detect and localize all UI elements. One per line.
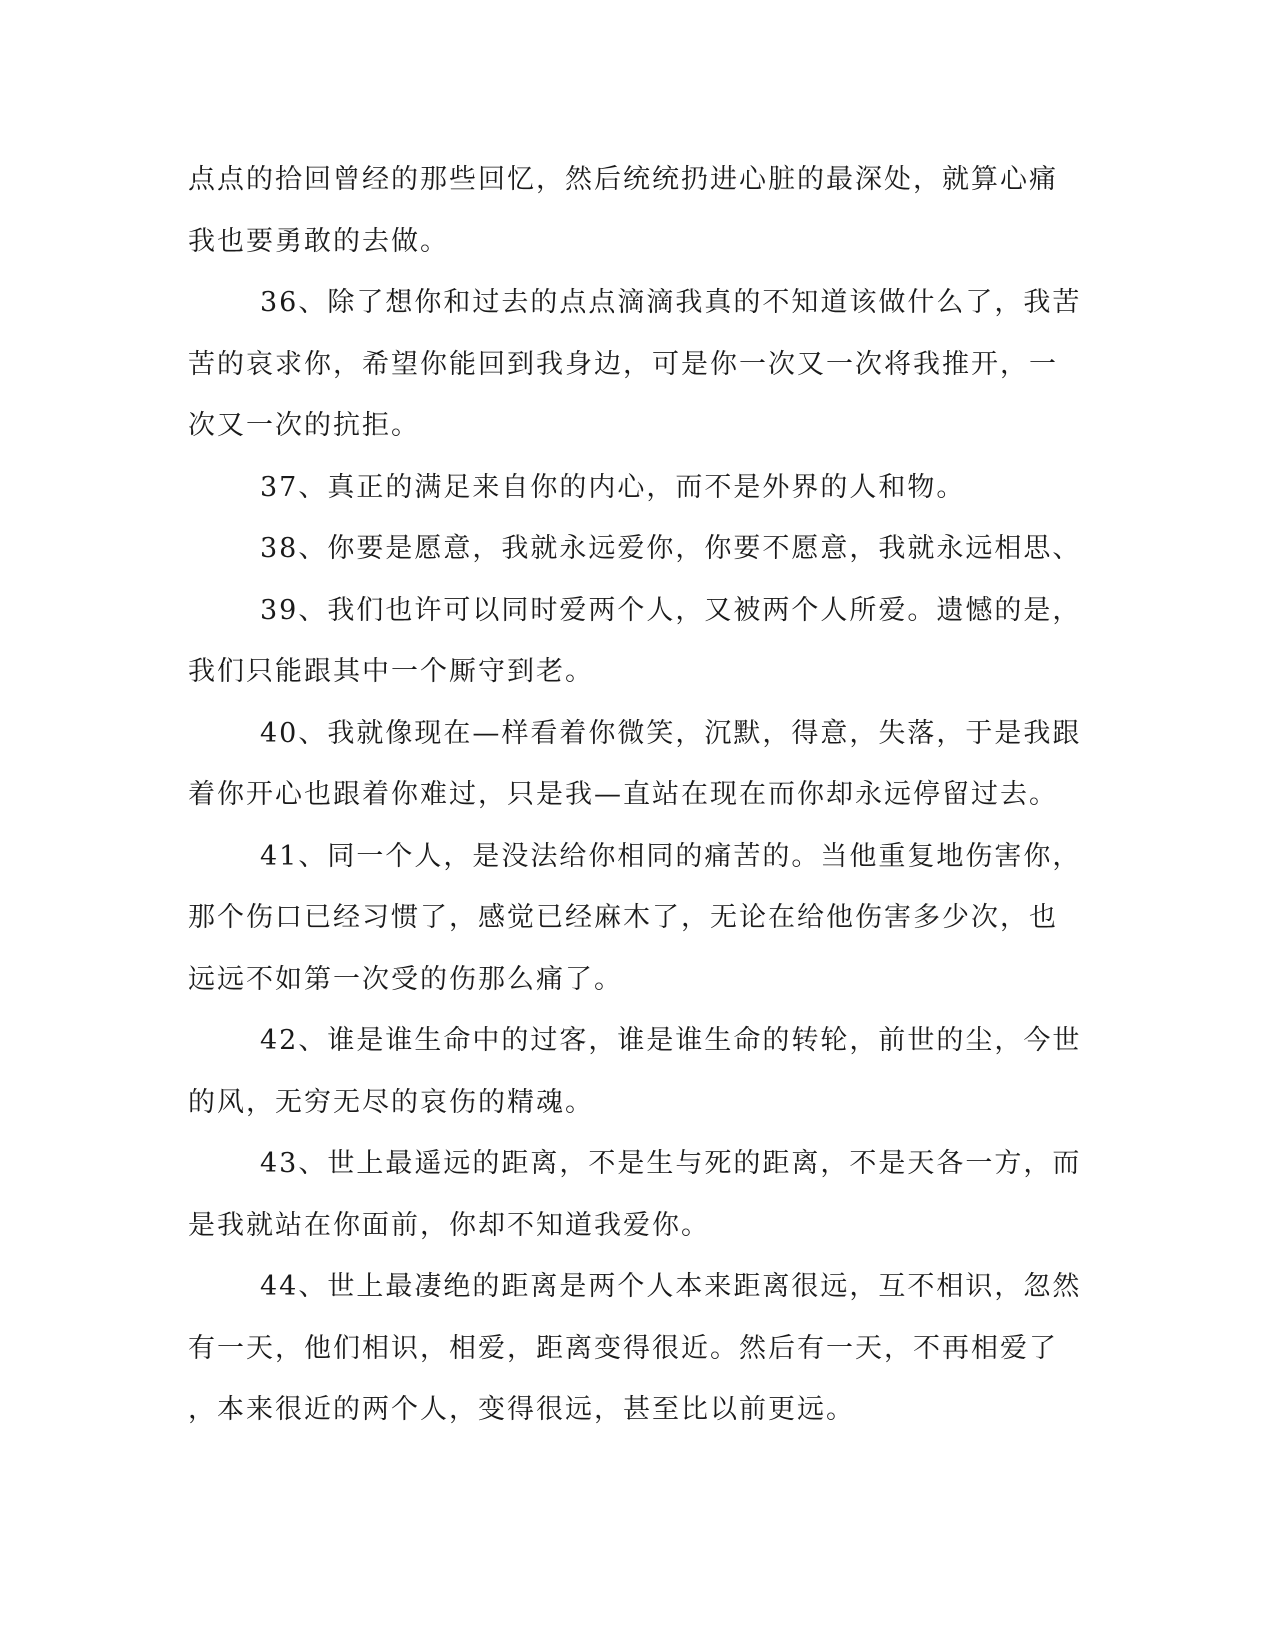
paragraph-36-line: 36、除了想你和过去的点点滴滴我真的不知道该做什么了，我苦 [260, 287, 1082, 318]
paragraph-40-line: 40、我就像现在—样看着你微笑，沉默，得意，失落，于是我跟 [260, 717, 1082, 749]
text-line: 我也要勇敢的去做。 [188, 225, 449, 257]
text-line: 远远不如第一次受的伤那么痛了。 [188, 963, 623, 995]
paragraph-41-line: 41、同一个人，是没法给你相同的痛苦的。当他重复地伤害你， [260, 840, 1082, 872]
paragraph-38-line: 38、你要是愿意，我就永远爱你，你要不愿意，我就永远相思、 [260, 533, 1082, 564]
text-line: 那个伤口已经习惯了，感觉已经麻木了，无论在给他伤害多少次，也 [188, 902, 1058, 933]
document-body [188, 158, 1082, 1450]
text-line: 点点的拾回曾经的那些回忆，然后统统扔进心脏的最深处，就算心痛 [188, 164, 1058, 195]
text-line: 的风，无穷无尽的哀伤的精魂。 [188, 1086, 594, 1118]
paragraph-44-line: 44、世上最凄绝的距离是两个人本来距离很远，互不相识，忽然 [260, 1271, 1082, 1302]
text-line: 是我就站在你面前，你却不知道我爱你。 [188, 1209, 710, 1241]
text-line: ，本来很近的两个人，变得很远，甚至比以前更远。 [188, 1394, 855, 1425]
paragraph-42-line: 42、谁是谁生命中的过客，谁是谁生命的转轮，前世的尘，今世 [260, 1025, 1082, 1056]
text-line: 我们只能跟其中一个厮守到老。 [188, 656, 594, 687]
text-line: 有一天，他们相识，相爱，距离变得很近。然后有一天，不再相爱了 [188, 1332, 1058, 1364]
text-line: 次又一次的抗拒。 [188, 410, 420, 441]
paragraph-39-line: 39、我们也许可以同时爱两个人，又被两个人所爱。遗憾的是， [260, 594, 1082, 626]
paragraph-37-line: 37、真正的满足来自你的内心，而不是外界的人和物。 [260, 471, 966, 503]
text-line: 苦的哀求你，希望你能回到我身边，可是你一次又一次将我推开，一 [188, 348, 1058, 380]
text-line: 着你开心也跟着你难过，只是我—直站在现在而你却永远停留过去。 [188, 779, 1058, 810]
paragraph-43-line: 43、世上最遥远的距离，不是生与死的距离，不是天各一方，而 [260, 1148, 1082, 1179]
